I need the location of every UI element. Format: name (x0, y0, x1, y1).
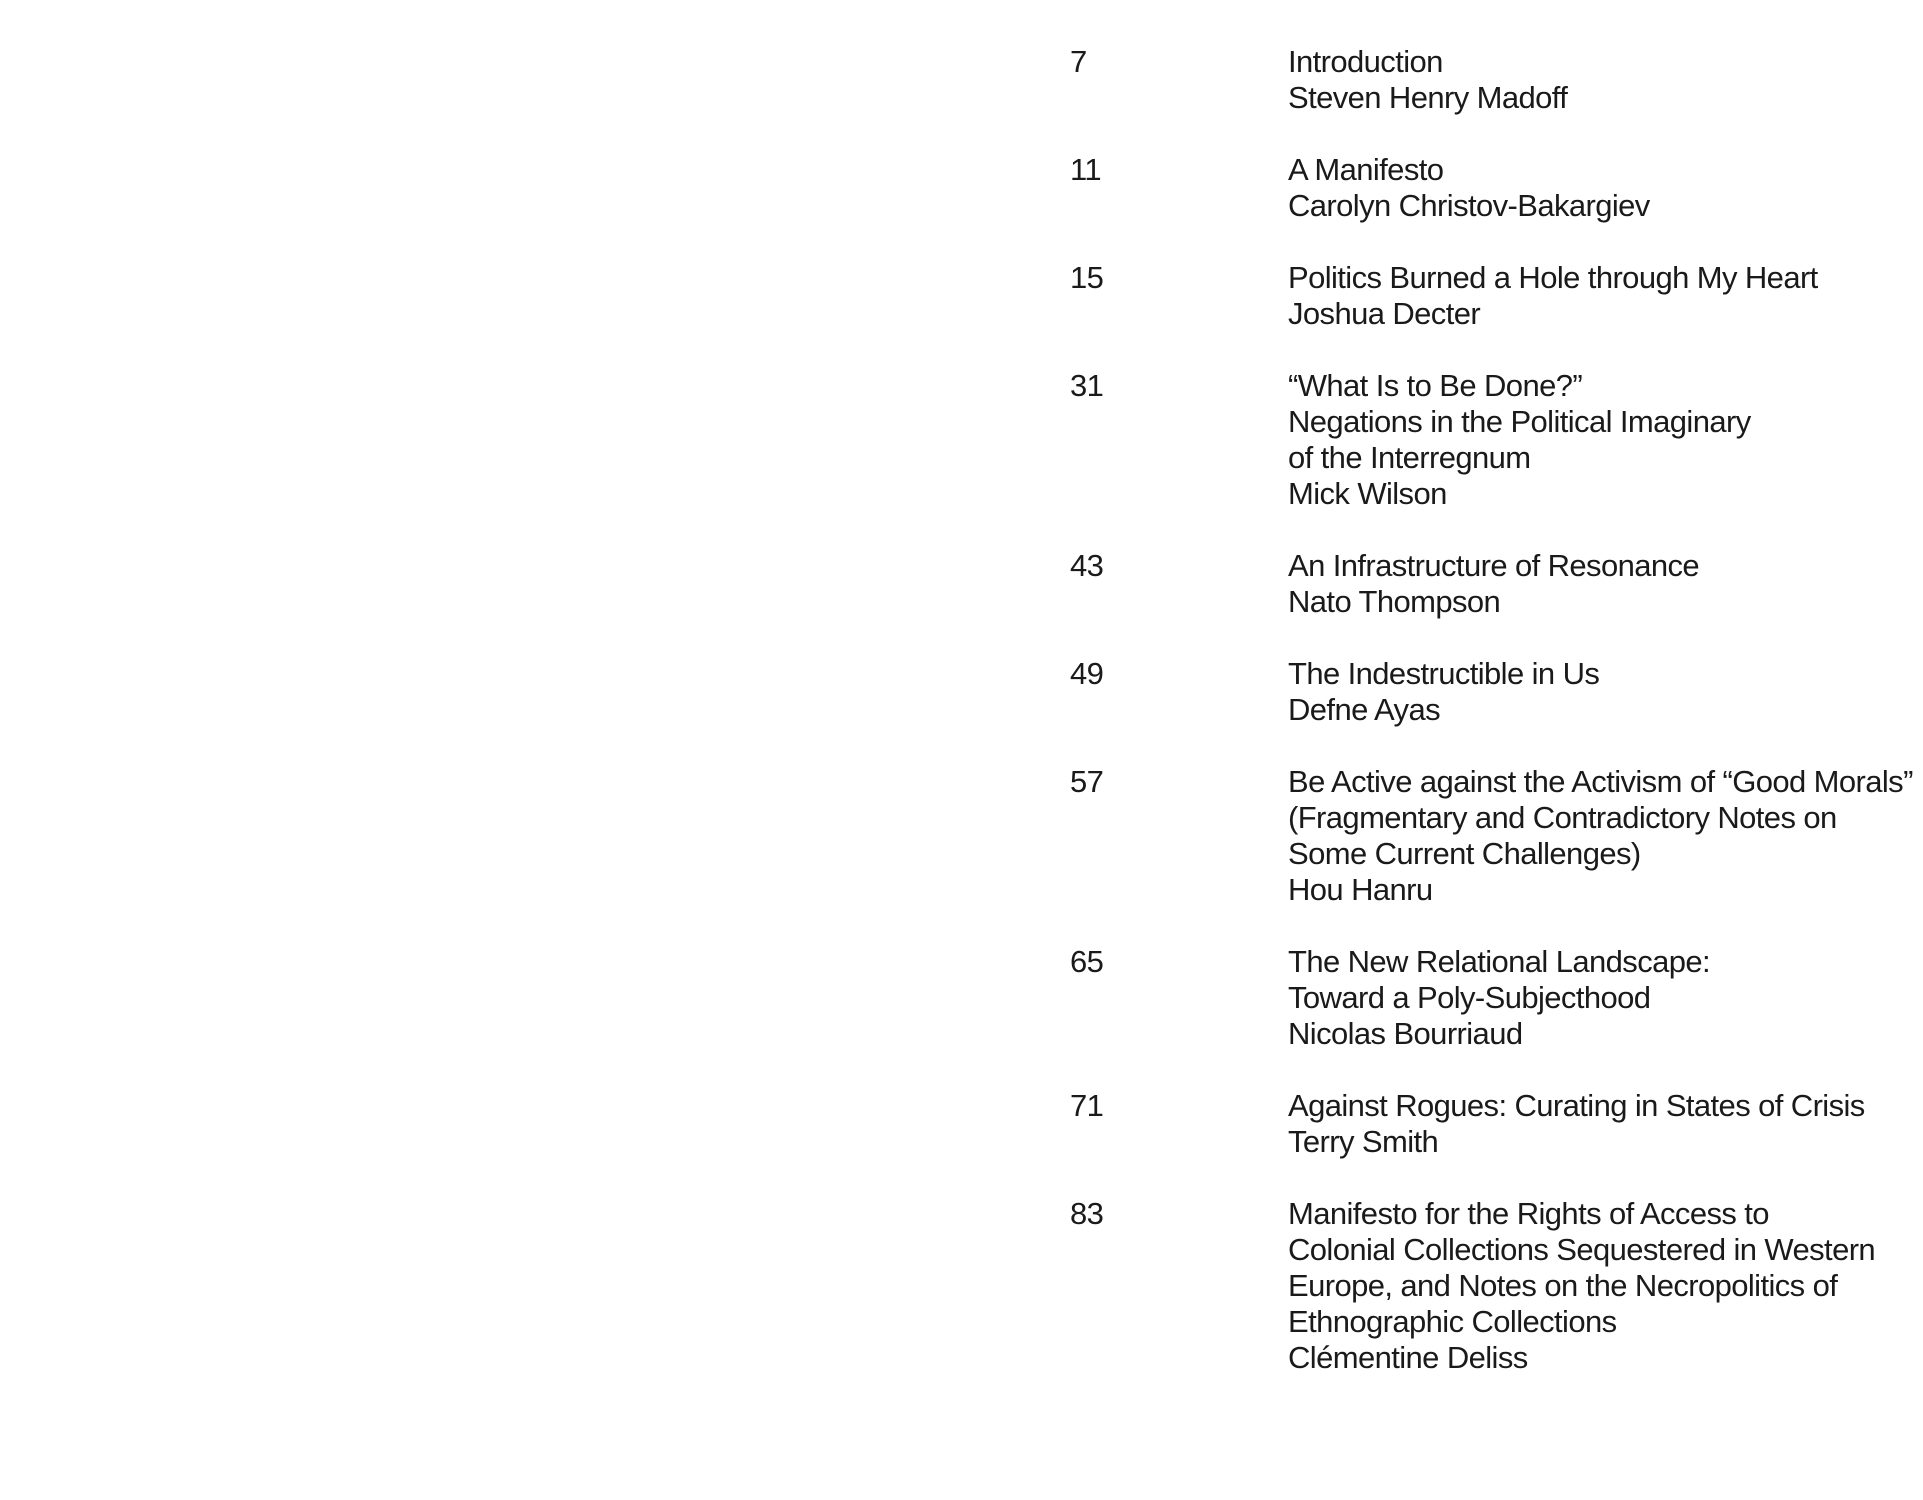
toc-entry-body (1288, 656, 1599, 728)
toc-entry-title-line: Politics Burned a Hole through My Heart (1288, 260, 1818, 295)
toc-entry-title-line: (Fragmentary and Contradictory Notes on (1288, 800, 1837, 835)
toc-entry-body (1288, 1196, 1875, 1376)
toc-entry-page-number: 43 (1070, 548, 1104, 583)
toc-entry-body (1288, 368, 1751, 512)
toc-entry (1070, 1088, 1910, 1160)
toc-entry-body (1288, 1088, 1865, 1160)
toc-entry-author: Hou Hanru (1288, 872, 1433, 907)
toc-entry (1070, 548, 1910, 620)
toc-entry (1070, 44, 1910, 116)
toc-entry-page-number: 7 (1070, 44, 1087, 79)
toc-entry-title-line: Negations in the Political Imaginary (1288, 404, 1751, 439)
toc-entry-title-line: Be Active against the Activism of “Good Morals” (1288, 764, 1913, 799)
toc-entry-author: Defne Ayas (1288, 692, 1440, 727)
toc-entry-title-line: Against Rogues: Curating in States of Crisis (1288, 1088, 1865, 1123)
toc-entry-body (1288, 260, 1818, 332)
toc-entry-title-line: of the Interregnum (1288, 440, 1531, 475)
toc-entry-title-line: An Infrastructure of Resonance (1288, 548, 1700, 583)
toc-entry-body (1288, 944, 1710, 1052)
toc-entry-author: Nicolas Bourriaud (1288, 1016, 1523, 1051)
table-of-contents (1070, 44, 1913, 1412)
toc-entry-page-number: 83 (1070, 1196, 1104, 1231)
toc-entry-title-line: Introduction (1288, 44, 1443, 79)
toc-entry-body (1288, 764, 1913, 908)
toc-entry-title-line: “What Is to Be Done?” (1288, 368, 1583, 403)
toc-entry-page-number: 49 (1070, 656, 1104, 691)
toc-entry (1070, 260, 1910, 332)
toc-entry-title-line: The New Relational Landscape: (1288, 944, 1711, 979)
toc-entry-title-line: Manifesto for the Rights of Access to (1288, 1196, 1769, 1231)
toc-entry-title-line: Toward a Poly-Subjecthood (1288, 980, 1651, 1015)
toc-entry (1070, 1196, 1910, 1376)
toc-entry-title-line: Ethnographic Collections (1288, 1304, 1617, 1339)
toc-entry-body (1288, 548, 1699, 620)
toc-entry-page-number: 31 (1070, 368, 1104, 403)
toc-entry (1070, 368, 1910, 512)
toc-entry-page-number: 11 (1070, 152, 1101, 187)
toc-entry-page-number: 71 (1070, 1088, 1104, 1123)
toc-entry (1070, 656, 1910, 728)
toc-entry (1070, 944, 1910, 1052)
toc-entry-author: Terry Smith (1288, 1124, 1439, 1159)
toc-entry-author: Carolyn Christov-Bakargiev (1288, 188, 1650, 223)
toc-entry-body (1288, 44, 1567, 116)
toc-entry-author: Joshua Decter (1288, 296, 1481, 331)
toc-entry (1070, 764, 1913, 908)
toc-entry-author: Clémentine Deliss (1288, 1340, 1528, 1375)
toc-entry-page-number: 15 (1070, 260, 1104, 295)
toc-entry-author: Steven Henry Madoff (1288, 80, 1568, 115)
toc-entry-title-line: Some Current Challenges) (1288, 836, 1641, 871)
toc-entry (1070, 152, 1910, 224)
toc-entry-author: Nato Thompson (1288, 584, 1501, 619)
toc-entry-page-number: 57 (1070, 764, 1104, 799)
toc-entry-title-line: The Indestructible in Us (1288, 656, 1600, 691)
toc-entry-page-number: 65 (1070, 944, 1104, 979)
toc-entry-title-line: Colonial Collections Sequestered in Western (1288, 1232, 1876, 1267)
toc-entry-title-line: Europe, and Notes on the Necropolitics of (1288, 1268, 1838, 1303)
toc-entry-body (1288, 152, 1650, 224)
toc-entry-author: Mick Wilson (1288, 476, 1447, 511)
toc-entry-title-line: A Manifesto (1288, 152, 1444, 187)
